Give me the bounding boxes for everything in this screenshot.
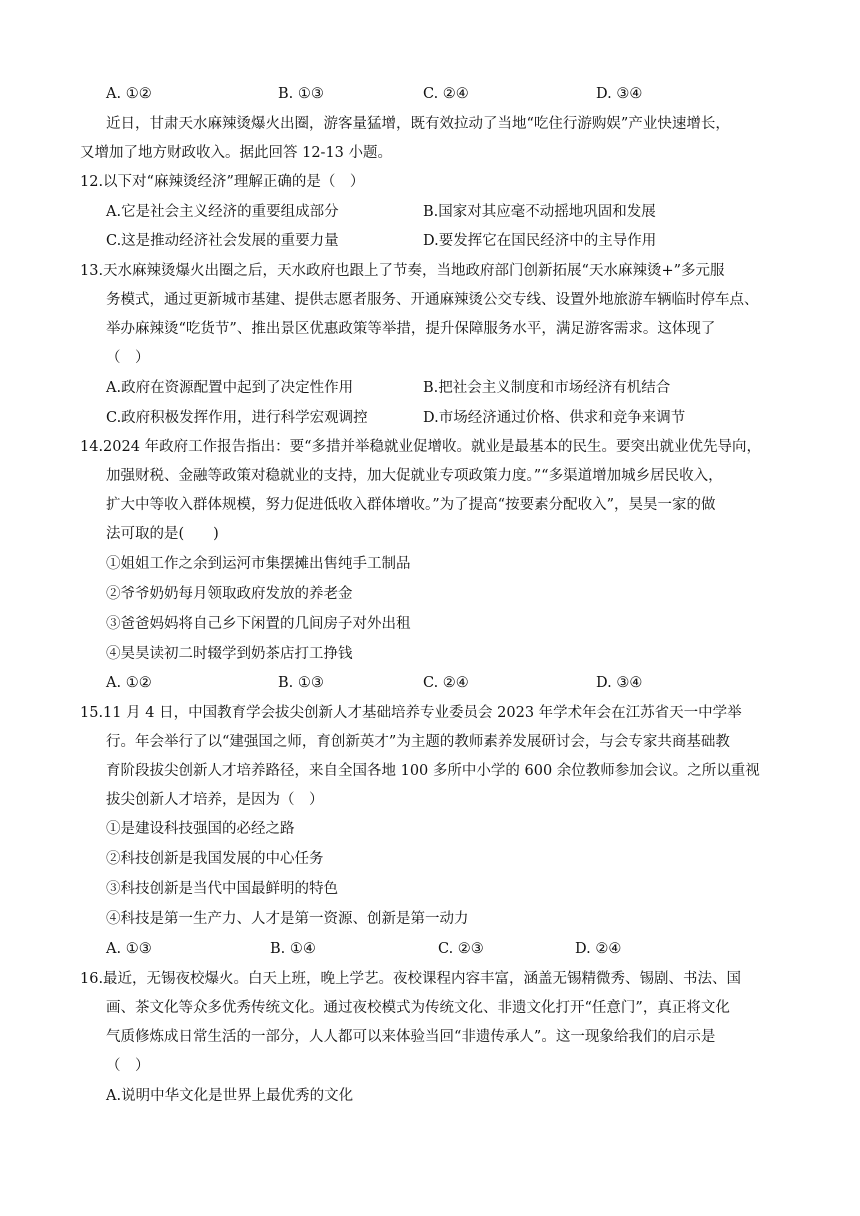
- q14-stem-line-1: 14.2024 年政府工作报告指出：要“多措并举稳就业促增收。就业是最基本的民生。要突出就业优先导向，: [80, 439, 761, 455]
- q14-statement-1: ①姐姐工作之余到运河市集摆摊出售纯手工制品: [106, 556, 411, 572]
- q15-option-b: B. ①④: [270, 941, 316, 957]
- q14-stem-line-4: 法可取的是( ): [106, 526, 219, 542]
- q11-option-d: D. ③④: [596, 86, 643, 102]
- q15-stem-line-1: 15.11 月 4 日，中国教育学会拔尖创新人才基础培养专业委员会 2023 年学术年会在江苏省天一中学举: [80, 705, 742, 721]
- q11-option-b: B. ①③: [278, 86, 324, 102]
- q14-statement-3: ③爸爸妈妈将自己乡下闲置的几间房子对外出租: [106, 616, 411, 632]
- q14-option-b: B. ①③: [278, 675, 324, 691]
- q16-stem-line-2: 画、茶文化等众多优秀传统文化。通过夜校模式为传统文化、非遗文化打开“任意门”，真正将文化: [106, 1000, 730, 1016]
- q14-statement-2: ②爷爷奶奶每月领取政府发放的养老金: [106, 586, 353, 602]
- q12-option-b: B.国家对其应毫不动摇地巩固和发展: [423, 204, 656, 220]
- q16-option-a: A.说明中华文化是世界上最优秀的文化: [106, 1088, 354, 1104]
- q11-option-a: A. ①②: [106, 86, 152, 102]
- q14-option-c: C. ②④: [423, 675, 469, 691]
- q15-option-c: C. ②③: [438, 941, 484, 957]
- q16-stem-line-3: 气质修炼成日常生活的一部分，人人都可以来体验当回“非遗传承人”。这一现象给我们的启示是: [106, 1029, 716, 1045]
- q15-option-d: D. ②④: [575, 941, 622, 957]
- q12-option-c: C.这是推动经济社会发展的重要力量: [106, 233, 339, 249]
- q16-stem-line-4: （ ）: [106, 1058, 150, 1074]
- q14-statement-4: ④昊昊读初二时辍学到奶茶店打工挣钱: [106, 646, 353, 662]
- q16-stem-line-1: 16.最近，无锡夜校爆火。白天上班，晚上学艺。夜校课程内容丰富，涵盖无锡精微秀、锡剧、书法、国: [80, 971, 742, 987]
- q15-stem-line-2: 行。年会举行了以“建强国之师，育创新英才”为主题的教师素养发展研讨会，与会专家共商基础教: [106, 734, 730, 750]
- q13-option-a: A.政府在资源配置中起到了决定性作用: [106, 380, 354, 396]
- q12-option-a: A.它是社会主义经济的重要组成部分: [106, 204, 339, 220]
- q14-stem-line-3: 扩大中等收入群体规模，努力促进低收入群体增收。”为了提高“按要素分配收入”，昊昊一家的做: [106, 497, 716, 513]
- q13-option-b: B.把社会主义制度和市场经济有机结合: [423, 380, 671, 396]
- q13-stem-line-2: 务模式，通过更新城市基建、提供志愿者服务、开通麻辣烫公交专线、设置外地旅游车辆临时停车点、: [106, 292, 759, 308]
- q13-stem-line-3: 举办麻辣烫“吃货节”、推出景区优惠政策等举措，提升保障服务水平，满足游客需求。这体现了: [106, 321, 716, 337]
- q15-option-a: A. ①③: [106, 941, 152, 957]
- q15-stem-line-4: 拔尖创新人才培养，是因为（ ）: [106, 792, 324, 808]
- q13-option-d: D.市场经济通过价格、供求和竞争来调节: [423, 410, 686, 426]
- intro-line-2: 又增加了地方财政收入。据此回答 12-13 小题。: [80, 145, 393, 161]
- q15-statement-4: ④科技是第一生产力、人才是第一资源、创新是第一动力: [106, 911, 469, 927]
- q11-option-c: C. ②④: [423, 86, 469, 102]
- q15-statement-1: ①是建设科技强国的必经之路: [106, 821, 295, 837]
- q14-option-d: D. ③④: [596, 675, 643, 691]
- q13-stem-line-1: 13.天水麻辣烫爆火出圈之后，天水政府也跟上了节奏，当地政府部门创新拓展“天水麻辣烫+”多元服: [80, 263, 725, 279]
- q15-stem-line-3: 育阶段拔尖创新人才培养路径，来自全国各地 100 多所中小学的 600 余位教师参加会议。之所以重视: [106, 763, 760, 779]
- q12-stem: 12.以下对“麻辣烫经济”理解正确的是（ ）: [80, 174, 365, 190]
- q13-option-c: C.政府积极发挥作用，进行科学宏观调控: [106, 410, 368, 426]
- q15-statement-3: ③科技创新是当代中国最鲜明的特色: [106, 881, 338, 897]
- q14-stem-line-2: 加强财税、金融等政策对稳就业的支持，加大促就业专项政策力度。”“多渠道增加城乡居民收入，: [106, 468, 723, 484]
- q14-option-a: A. ①②: [106, 675, 152, 691]
- q13-stem-line-4: （ ）: [106, 350, 150, 366]
- intro-line-1: 近日，甘肃天水麻辣烫爆火出圈，游客量猛增，既有效拉动了当地“吃住行游购娱”产业快速增长，: [106, 116, 730, 132]
- q12-option-d: D.要发挥它在国民经济中的主导作用: [423, 233, 657, 249]
- q15-statement-2: ②科技创新是我国发展的中心任务: [106, 851, 324, 867]
